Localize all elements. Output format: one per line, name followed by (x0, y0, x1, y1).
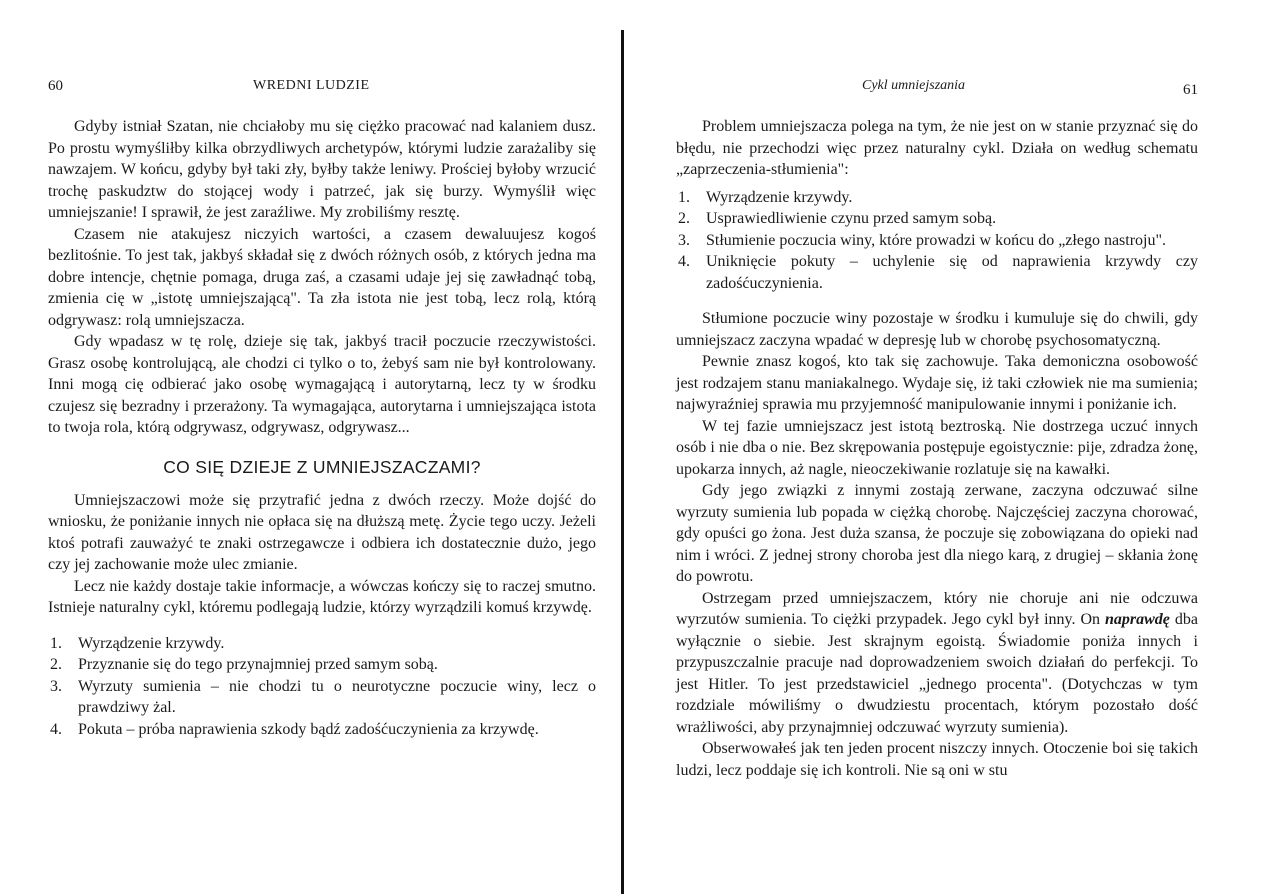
list-number: 3. (678, 231, 690, 249)
page-number: 60 (48, 78, 63, 94)
paragraph: Problem umniejszacza polega na tym, że nie jest on w stanie przyznać się do błędu, nie przechodzi więc przez naturalny cykl. Działa on według schematu „zaprzeczenia-stłumienia": (676, 118, 1198, 178)
list-text: Wyrządzenie krzywdy. (706, 188, 853, 206)
left-body-top (48, 116, 596, 439)
right-page-header (676, 78, 1198, 98)
list-text: Przyznanie się do tego przynajmniej przed samym sobą. (78, 656, 438, 673)
list-item (676, 208, 1198, 230)
left-page (48, 0, 596, 740)
paragraph: Gdyby istniał Szatan, nie chciałoby mu się ciężko pracować nad kalaniem dusz. Po prostu wymyśliłby kilka obrzydliwych archetypów, którymi ludzie zarażaliby się nawzajem. W końcu, gdyby był taki zły, byłby także leniwy. Prościej byłoby wrzucić trochę paskudztw do stojącej wody i patrzeć, jak się burzy. Wymyślił więc umniejszanie! I sprawił, że jest zaraźliwe. My zrobiliśmy resztę. (48, 118, 596, 221)
list-number: 4. (50, 720, 62, 738)
list-text: Stłumienie poczucia winy, które prowadzi w końcu do „złego nastroju". (706, 231, 1167, 249)
list-item (48, 654, 596, 676)
text-run: Ostrzegam przed umniejszaczem, który nie choruje ani nie odczuwa wyrzutów sumienia. To ciężki przypadek. Jego cykl był inny. On (676, 589, 1198, 628)
paragraph: Pewnie znasz kogoś, kto tak się zachowuje. Taka demoniczna osobowość jest rodzajem stanu maniakalnego. Wydaje się, iż taki człowiek nie ma sumienia; najwyraźniej sprawia mu przyjemność manipulowanie innymi i poniżanie ich. (676, 353, 1198, 413)
paragraph: Czasem nie atakujesz niczyich wartości, a czasem dewaluujesz kogoś bezlitośnie. To jest tak, jakbyś składał się z dwóch różnych osób, z których jedna ma dobre intencje, chętnie pomaga, druga zaś, a czasami udaje jej się zawładnąć tobą, zmienia cię w „istotę umniejszającą". Ta zła istota nie jest tobą, lecz rolą, którą odgrywasz: rolą umniejszacza. (48, 225, 596, 329)
denial-suppression-list (676, 187, 1198, 295)
list-item (676, 251, 1198, 294)
paragraph: Stłumione poczucie winy pozostaje w środku i kumuluje się do chwili, gdy umniejszacz zaczyna wpadać w depresję lub w chorobę psychosomatyczną. (676, 310, 1198, 349)
paragraph: W tej fazie umniejszacz jest istotą beztroską. Nie dostrzega uczuć innych osób i nie dba o nie. Bez skrępowania postępuje egoistycznie: pije, zdradza żonę, upokarza innych, aż nagle, nieoczekiwanie rozlatuje się na kawałki. (676, 417, 1198, 478)
paragraph: Obserwowałeś jak ten jeden procent niszczy innych. Otoczenie boi się takich ludzi, lecz poddaje się ich kontroli. Nie są oni w stu (676, 740, 1198, 779)
paragraph: Gdy jego związki z innymi zostają zerwane, zaczyna odczuwać silne wyrzuty sumienia lub popada w ciężką chorobę. Najczęściej zaczyna chorować, gdy opuści go żona. Jest duża szansa, że poczuje się zobowiązana do opieki nad nim i wróci. Z jednej strony choroba jest dla niego karą, z drugiej – skłania żonę do powrotu. (676, 482, 1198, 585)
left-page-header (48, 78, 596, 98)
paragraph (676, 588, 1198, 739)
list-text: Usprawiedliwienie czynu przed samym sobą. (706, 210, 997, 227)
list-number: 3. (50, 677, 62, 695)
list-text: Wyrządzenie krzywdy. (78, 634, 225, 652)
section-heading: CO SIĘ DZIEJE Z UMNIEJSZACZAMI? (163, 456, 481, 477)
list-item (48, 719, 596, 741)
list-item (48, 676, 596, 719)
list-number: 4. (678, 253, 690, 270)
natural-cycle-list (48, 633, 596, 741)
list-text: Pokuta – próba naprawienia szkody bądź zadośćuczynienia za krzywdę. (78, 720, 539, 738)
text-run: dba wyłącznie o siebie. Jest skrajnym egoistą. Świadomie poniża innych i przypuszczalnie pracuje nad doprowadzeniem swoich działań do perfekcji. To jest Hitler. To jest przedstawiciel „jednego procenta". (Dotychczas w tym rozdziale mówiliśmy o dwudziestu procentach, którym pozostało dość wrażliwości, aby przynajmniej odczuwać wyrzuty sumienia). (676, 611, 1198, 736)
emphasis: naprawdę (1105, 611, 1170, 628)
paragraph: Gdy wpadasz w tę rolę, dzieje się tak, jakbyś tracił poczucie rzeczywistości. Grasz osobę kontrolującą, ale chodzi ci tylko o to, żebyś sam nie był kontrolowany. Inni mogą cię odbierać jako osobę wymagającą i autorytarną, lecz ty w środku czujesz się bezradny i przerażony. Ta wymagająca, autorytarna i umniejszająca istota to twoja rola, którą odgrywasz, odgrywasz, odgrywasz... (48, 333, 596, 436)
list-number: 1. (50, 634, 62, 652)
running-head: WREDNI LUDZIE (253, 78, 370, 93)
paragraph: Umniejszaczowi może się przytrafić jedna z dwóch rzeczy. Może dojść do wniosku, że poniżanie innych nie opłaca się na dłuższą metę. Życie tego uczy. Jeżeli ktoś potrafi zauważyć te znaki ostrzegawcze i odbiera ich dostatecznie dużo, jego czy jej zachowanie może ulec zmianie. (48, 491, 596, 573)
list-number: 2. (50, 656, 62, 673)
right-page (676, 0, 1198, 781)
list-item (676, 187, 1198, 209)
list-item (676, 230, 1198, 252)
list-text: Uniknięcie pokuty – uchylenie się od naprawienia krzywdy czy zadośćuczynienia. (706, 253, 1198, 292)
left-body-bottom (48, 490, 596, 619)
running-head: Cykl umniejszania (862, 78, 966, 93)
list-item (48, 633, 596, 655)
list-number: 2. (678, 210, 690, 227)
paragraph: Lecz nie każdy dostaje takie informacje, a wówczas kończy się to raczej smutno. Istnieje naturalny cykl, któremu podlegają ludzie, którzy wyrządzili komuś krzywdę. (48, 577, 596, 616)
page-number: 61 (1183, 82, 1198, 98)
book-gutter (621, 30, 624, 894)
list-number: 1. (678, 188, 690, 206)
list-text: Wyrzuty sumienia – nie chodzi tu o neurotyczne poczucie winy, lecz o prawdziwy żal. (78, 677, 596, 716)
